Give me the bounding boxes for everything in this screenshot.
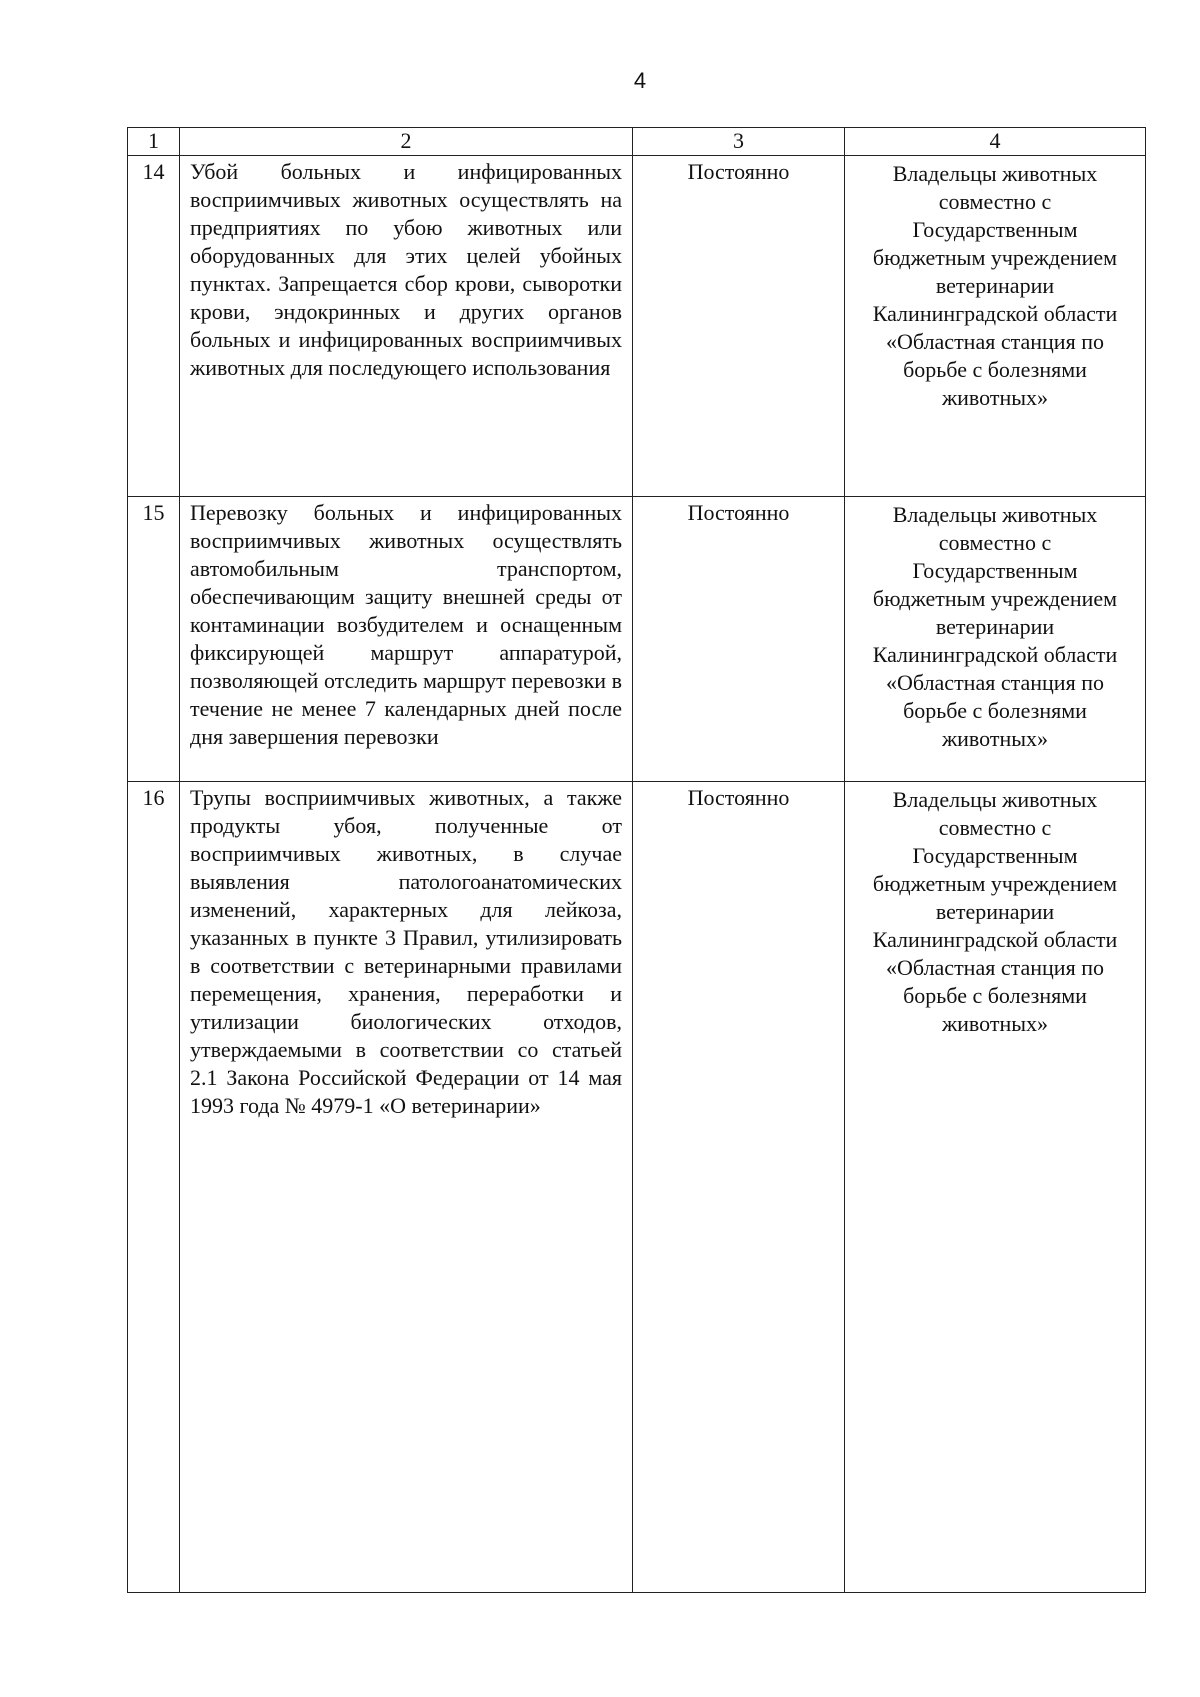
row-number: 15	[128, 497, 180, 782]
table-row	[128, 497, 1146, 782]
responsible-party	[845, 156, 1146, 497]
responsible-line: ветеринарии	[935, 899, 1055, 924]
header-col-3: 3	[633, 128, 845, 156]
responsible-line: ветеринарии	[935, 273, 1055, 298]
responsible-party	[845, 782, 1146, 1593]
page-number: 4	[633, 68, 647, 93]
measure-term: Постоянно	[633, 782, 845, 1593]
table-row	[128, 782, 1146, 1593]
table-row	[128, 156, 1146, 497]
measure-description: Перевозку больных и инфицированных восприимчивых животных осуществлять автомобильным транспортом, обеспечивающим защиту внешней среды от контаминации возбудителем и оснащенным фиксирующей маршрут аппаратурой, позволяющей отследить маршрут перевозки в течение не менее 7 календарных дней после дня завершения перевозки	[180, 497, 633, 782]
responsible-line: Государственным	[912, 558, 1078, 583]
row-number: 14	[128, 156, 180, 497]
header-col-2: 2	[180, 128, 633, 156]
responsible-line: бюджетным учреждением	[872, 245, 1118, 270]
responsible-line: борьбе с болезнями	[903, 357, 1087, 382]
responsible-line: Калининградской области	[872, 642, 1118, 667]
responsible-line: борьбе с болезнями	[903, 983, 1087, 1008]
responsible-line: совместно с	[938, 530, 1052, 555]
responsible-line: Владельцы животных	[892, 161, 1098, 186]
measure-description: Убой больных и инфицированных восприимчивых животных осуществлять на предприятиях по убою животных или оборудованных для этих целей убойных пунктах. Запрещается сбор крови, сыворотки крови, эндокринных и других органов больных и инфицированных восприимчивых животных для последующего использования	[180, 156, 633, 497]
responsible-line: «Областная станция по	[886, 670, 1104, 695]
responsible-line: «Областная станция по	[886, 329, 1104, 354]
responsible-line: ветеринарии	[935, 614, 1055, 639]
responsible-line: Владельцы животных	[892, 787, 1098, 812]
responsible-line: бюджетным учреждением	[872, 586, 1118, 611]
responsible-line: бюджетным учреждением	[872, 871, 1118, 896]
responsible-line: животных»	[941, 1011, 1049, 1036]
responsible-line: животных»	[941, 385, 1049, 410]
header-col-4: 4	[845, 128, 1146, 156]
measure-description: Трупы восприимчивых животных, а также продукты убоя, полученные от восприимчивых животных, в случае выявления патологоанатомических изменений, характерных для лейкоза, указанных в пункте 3 Правил, утилизировать в соответствии с ветеринарными правилами перемещения, хранения, переработки и утилизации биологических отходов, утверждаемыми в соответствии со статьей 2.1 Закона Российской Федерации от 14 мая 1993 года № 4979-1 «О ветеринарии»	[180, 782, 633, 1593]
responsible-party	[845, 497, 1146, 782]
responsible-line: совместно с	[938, 815, 1052, 840]
responsible-line: совместно с	[938, 189, 1052, 214]
table-header-row	[128, 128, 1146, 156]
row-number: 16	[128, 782, 180, 1593]
responsible-line: животных»	[941, 726, 1049, 751]
responsible-line: Калининградской области	[872, 301, 1118, 326]
responsible-line: Владельцы животных	[892, 502, 1098, 527]
responsible-line: Государственным	[912, 217, 1078, 242]
header-col-1: 1	[128, 128, 180, 156]
responsible-line: Государственным	[912, 843, 1078, 868]
measure-term: Постоянно	[633, 156, 845, 497]
measures-table	[127, 127, 1146, 1593]
responsible-line: борьбе с болезнями	[903, 698, 1087, 723]
responsible-line: «Областная станция по	[886, 955, 1104, 980]
responsible-line: Калининградской области	[872, 927, 1118, 952]
measure-term: Постоянно	[633, 497, 845, 782]
